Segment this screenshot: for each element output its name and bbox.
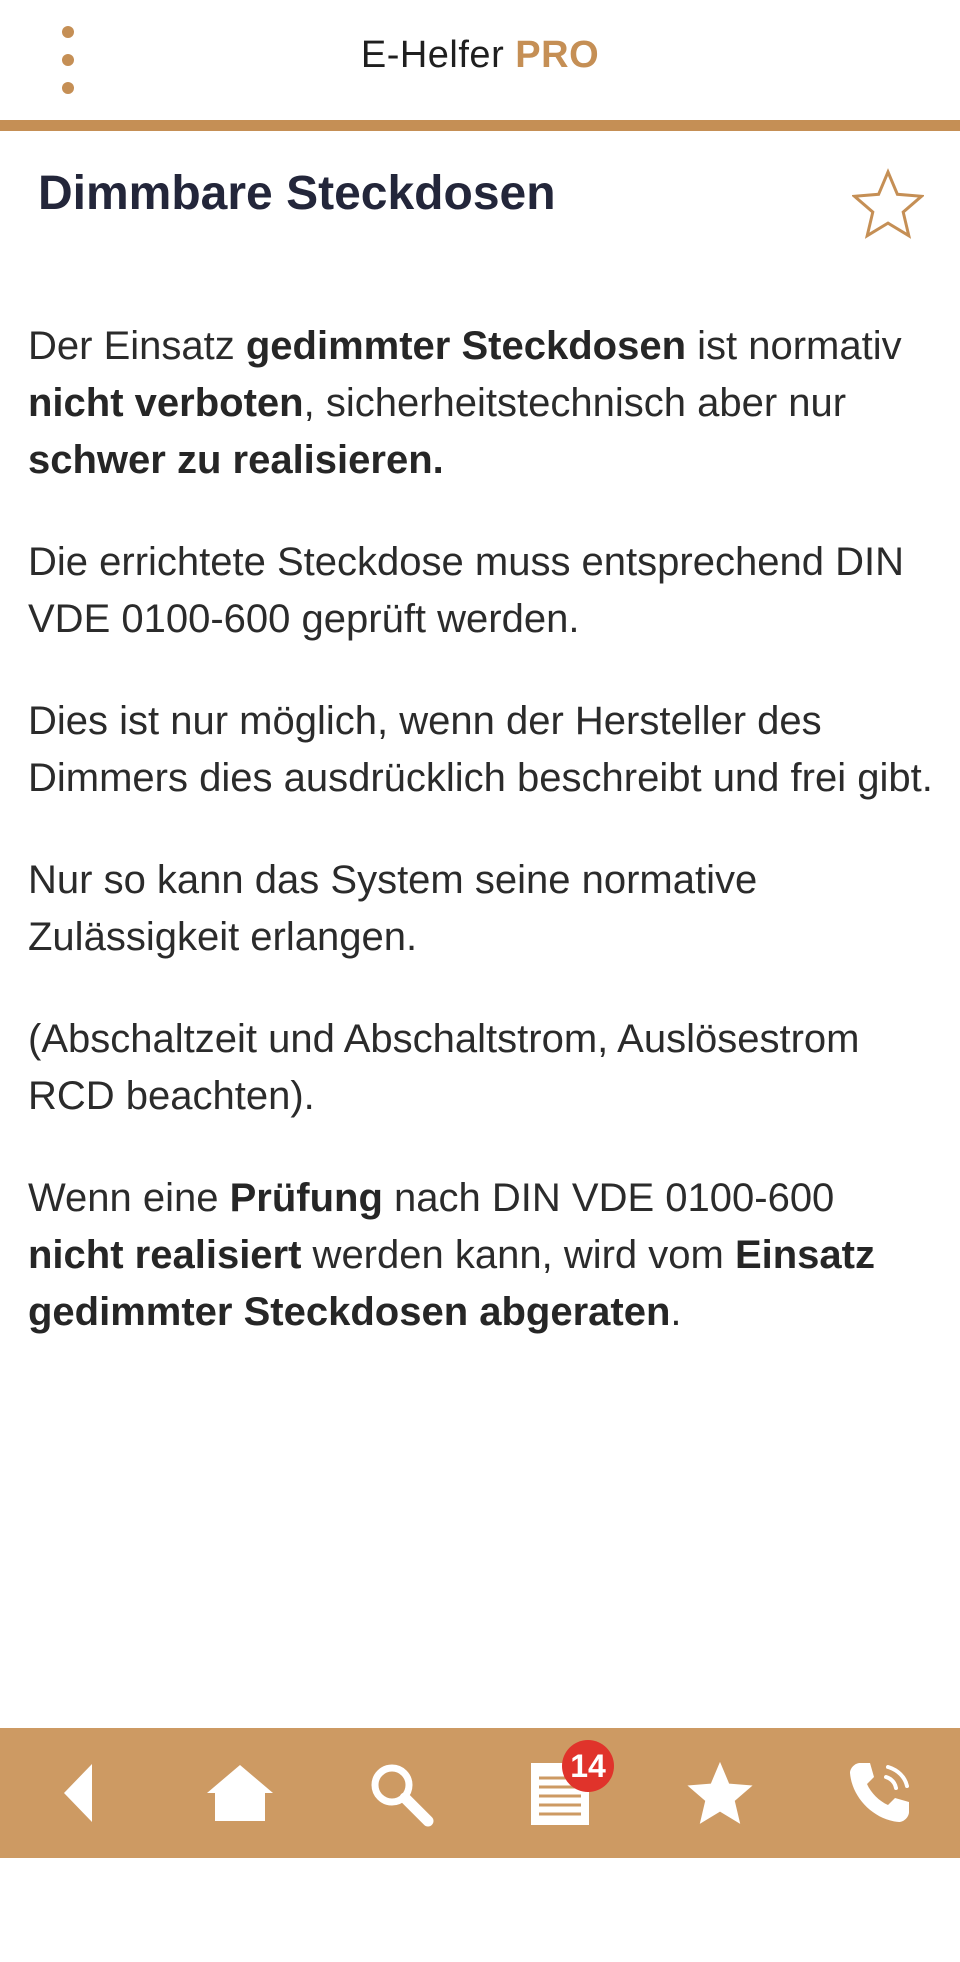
article-content xyxy=(28,318,938,1386)
paragraph-2: Die errichtete Steckdose muss entsprechend DIN VDE 0100-600 geprüft werden. xyxy=(28,540,904,641)
back-button[interactable] xyxy=(0,1728,160,1858)
search-icon xyxy=(364,1757,436,1829)
paragraph-5: (Abschaltzeit und Abschaltstrom, Auslösestrom RCD beachten). xyxy=(28,1017,860,1118)
phone-icon xyxy=(842,1755,918,1831)
header-divider xyxy=(0,120,960,131)
phone-button[interactable] xyxy=(800,1728,960,1858)
paragraph-6: Wenn eine Prüfung nach DIN VDE 0100-600 nicht realisiert werden kann, wird vom Einsatz gedimmter Steckdosen abgeraten. xyxy=(28,1176,875,1334)
list-count-badge: 14 xyxy=(562,1740,614,1792)
paragraph-4: Nur so kann das System seine normative Zulässigkeit erlangen. xyxy=(28,858,758,959)
home-icon xyxy=(205,1761,275,1825)
favorites-button[interactable] xyxy=(640,1728,800,1858)
favorite-button[interactable] xyxy=(852,168,924,240)
list-button[interactable] xyxy=(480,1728,640,1858)
page-title: Dimmbare Steckdosen xyxy=(38,167,556,220)
bottom-tab-bar xyxy=(0,1728,960,1858)
app-title: E-Helfer PRO xyxy=(360,34,600,76)
home-button[interactable] xyxy=(160,1728,320,1858)
paragraph-1: Der Einsatz gedimmter Steckdosen ist normativ nicht verboten, sicherheitstechnisch aber nur schwer zu realisieren. xyxy=(28,324,902,482)
app-header xyxy=(0,0,960,120)
star-icon xyxy=(685,1758,755,1828)
search-button[interactable] xyxy=(320,1728,480,1858)
star-outline-icon xyxy=(852,168,924,240)
back-arrow-icon xyxy=(50,1758,110,1828)
app-title-pro: PRO xyxy=(515,34,600,76)
paragraph-3: Dies ist nur möglich, wenn der Hersteller des Dimmers dies ausdrücklich beschreibt und frei gibt. xyxy=(28,699,933,800)
